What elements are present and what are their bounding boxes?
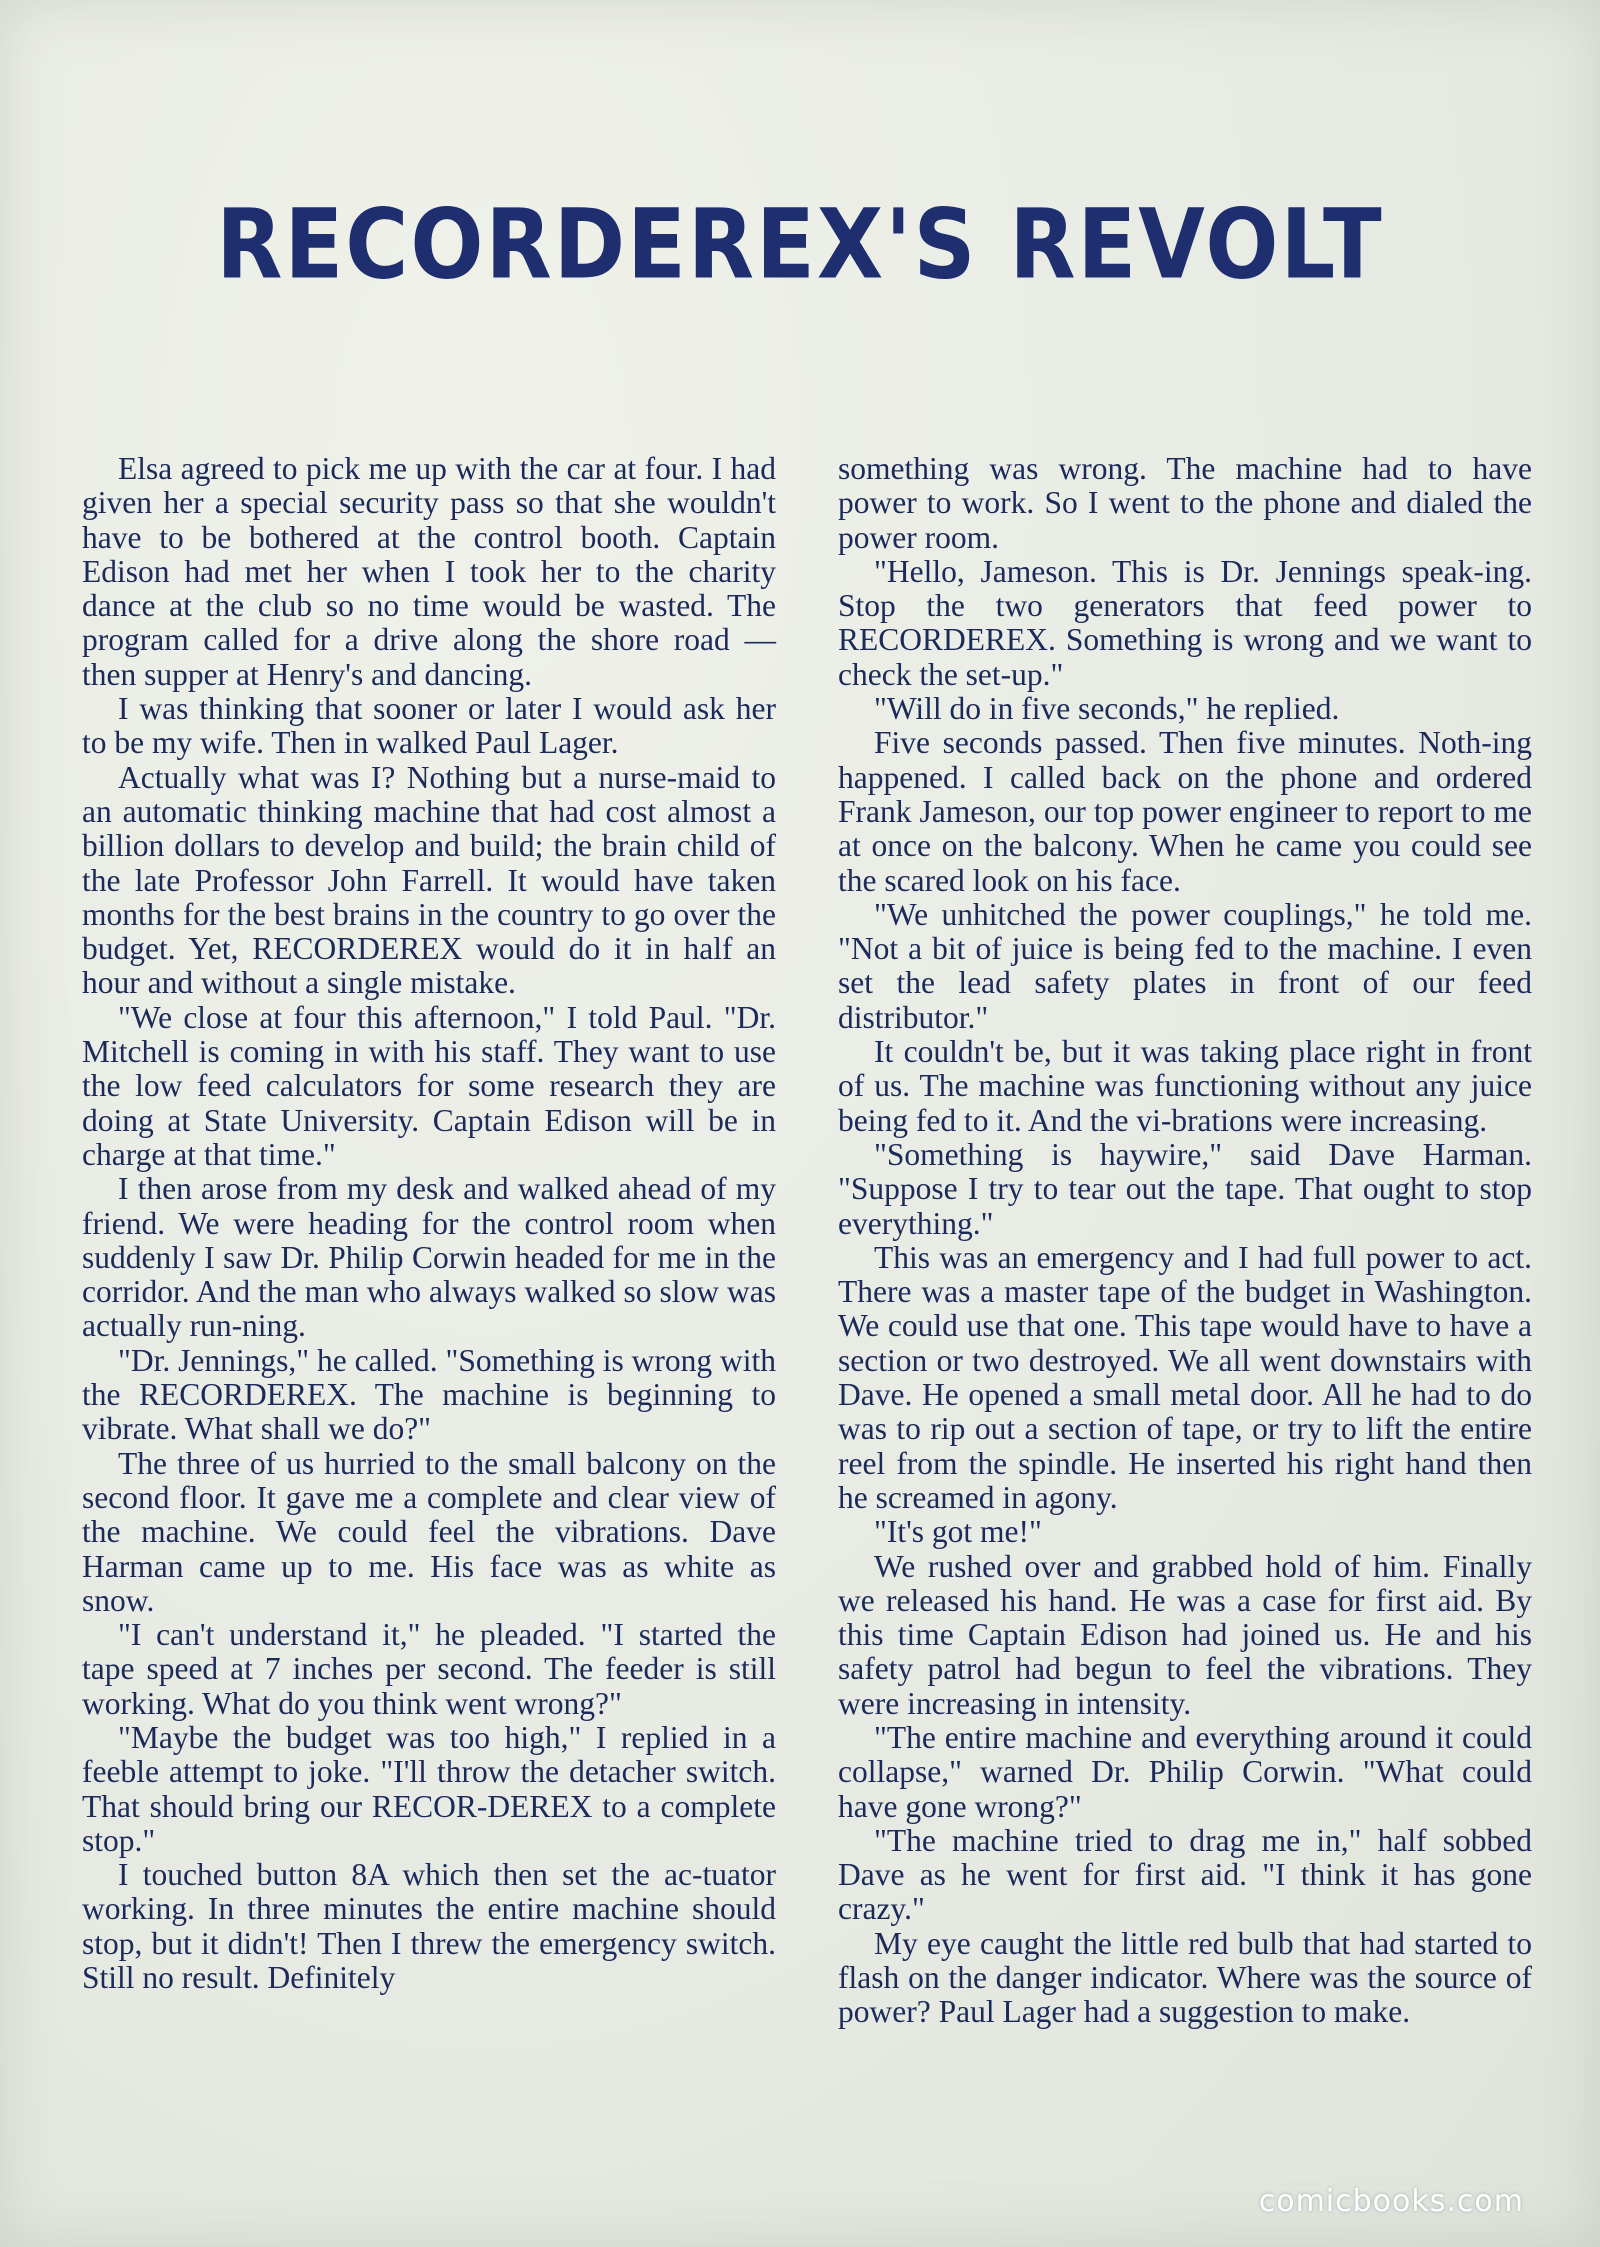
paragraph: Elsa agreed to pick me up with the car at four. I had given her a special security pass so that she wouldn't have to be bothered at the control booth. Captain Edison had met her when I took her to the charity dance at the club so no time would be wasted. The program called for a drive along the shore road — then supper at Henry's and dancing. — [82, 451, 776, 692]
right-column — [838, 452, 1532, 2030]
paragraph: Actually what was I? Nothing but a nurse-maid to an automatic thinking machine that had cost almost a billion dollars to develop and build; the brain child of the late Professor John Farrell. It would have taken months for the best brains in the country to go over the budget. Yet, RECORDEREX would do it in half an hour and without a single mistake. — [82, 759, 776, 1001]
paragraph: I was thinking that sooner or later I would ask her to be my wife. Then in walked Paul Lager. — [82, 691, 776, 761]
left-column — [82, 452, 776, 1995]
paragraph-continuation: something was wrong. The machine had to have power to work. So I went to the phone and dialed the power room. — [838, 451, 1532, 555]
site-watermark: comicbooks.com — [1258, 2184, 1524, 2219]
paragraph: "Dr. Jennings," he called. "Something is wrong with the RECORDEREX. The machine is beginning to vibrate. What shall we do?" — [82, 1342, 777, 1447]
paragraph: It couldn't be, but it was taking place right in front of us. The machine was functioning without any juice being fed to it. And the vi-brations were increasing. — [838, 1034, 1532, 1138]
story-title: RECORDEREX'S REVOLT — [216, 189, 1384, 301]
paragraph: "Maybe the budget was too high," I replied in a feeble attempt to joke. "I'll throw the detacher switch. That should bring our RECOR-DEREX to a complete stop." — [82, 1719, 776, 1858]
paragraph: "Will do in five seconds," he replied. — [874, 691, 1340, 727]
paragraph: "The machine tried to drag me in," half sobbed Dave as he went for first aid. "I think it has gone crazy." — [838, 1822, 1532, 1927]
paragraph: "Something is haywire," said Dave Harman. "Suppose I try to tear out the tape. That ought to stop everything." — [838, 1136, 1532, 1241]
paragraph: Five seconds passed. Then five minutes. Noth-ing happened. I called back on the phone and ordered Frank Jameson, our top power engineer to report to me at once on the balcony. When he came you could see the scared look on his face. — [838, 725, 1532, 898]
paragraph: My eye caught the little red bulb that had started to flash on the danger indicator. Where was the source of power? Paul Lager had a suggestion to make. — [838, 1925, 1532, 2030]
paragraph: "Hello, Jameson. This is Dr. Jennings speak-ing. Stop the two generators that feed power to RECORDEREX. Something is wrong and we want to check the set-up." — [838, 553, 1532, 692]
paragraph: "I can't understand it," he pleaded. "I started the tape speed at 7 inches per second. The feeder is still working. What do you think went wrong?" — [82, 1617, 776, 1721]
paragraph: The three of us hurried to the small balcony on the second floor. It gave me a complete and clear view of the machine. We could feel the vibrations. Dave Harman came up to me. His face was as white as snow. — [82, 1445, 776, 1618]
paragraph: "It's got me!" — [874, 1514, 1042, 1550]
paragraph: I then arose from my desk and walked ahead of my friend. We were heading for the control room when suddenly I saw Dr. Philip Corwin headed for me in the corridor. And the man who always walked so slow was actually run-ning. — [82, 1171, 776, 1344]
paragraph: "We close at four this afternoon," I told Paul. "Dr. Mitchell is coming in with his staff. They want to use the low feed calculators for some research they are doing at State University. Captain Edison will be in charge at that time." — [82, 999, 776, 1172]
paragraph: "The entire machine and everything around it could collapse," warned Dr. Philip Corwin. "What could have gone wrong?" — [838, 1719, 1532, 1824]
paragraph: We rushed over and grabbed hold of him. Finally we released his hand. He was a case for first aid. By this time Captain Edison had joined us. He and his safety patrol had begun to feel the vibrations. They were increasing in intensity. — [838, 1548, 1532, 1721]
paragraph: "We unhitched the power couplings," he told me. "Not a bit of juice is being fed to the machine. I even set the lead safety plates in front of our feed distributor." — [838, 896, 1532, 1035]
paragraph: I touched button 8A which then set the ac-tuator working. In three minutes the entire machine should stop, but it didn't! Then I threw the emergency switch. Still no result. Definitely — [82, 1857, 776, 1996]
paragraph: This was an emergency and I had full power to act. There was a master tape of the budget in Washington. We could use that one. This tape would have to have a section or two destroyed. We all went downstairs with Dave. He opened a small metal door. All he had to do was to rip out a section of tape, or try to lift the entire reel from the spindle. He inserted his right hand then he screamed in agony. — [838, 1239, 1532, 1515]
